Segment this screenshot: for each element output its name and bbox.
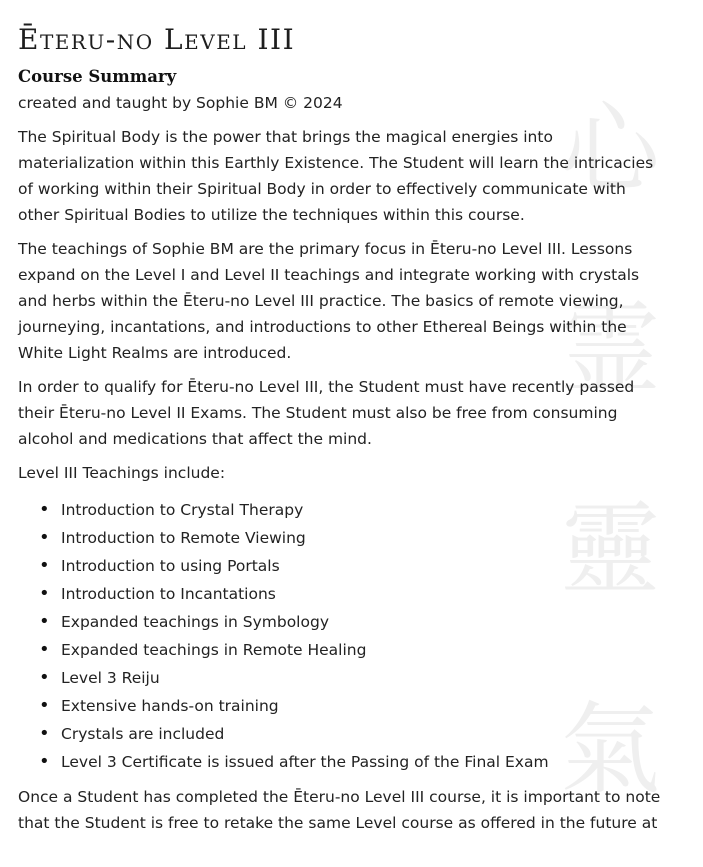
list-item: • Expanded teachings in Symbology xyxy=(61,608,663,636)
list-item: • Crystals are included xyxy=(61,720,663,748)
document-title: Ēteru-no Level III xyxy=(18,23,296,56)
list-item: • Expanded teachings in Remote Healing xyxy=(61,636,663,664)
watermark-kanji-energy: 氣 xyxy=(560,691,660,808)
list-item: • Introduction to using Portals xyxy=(61,552,663,580)
paragraph-spiritual-body: The Spiritual Body is the power that brings the magical energies into materialization within this Earthly Existence. The Student will learn the intricacies of working within their Spiritual Body in order to effectively communicate with other Spiritual Bodies to utilize the techniques within this course. xyxy=(18,128,654,224)
list-item: • Introduction to Incantations xyxy=(61,580,663,608)
list-item: • Introduction to Crystal Therapy xyxy=(61,496,663,524)
list-item: • Level 3 Certificate is issued after the Passing of the Final Exam xyxy=(61,748,663,776)
author-byline: created and taught by Sophie BM © 2024 xyxy=(18,94,343,112)
course-summary-heading: Course Summary xyxy=(18,67,177,86)
teachings-list xyxy=(18,491,663,776)
list-item: • Level 3 Reiju xyxy=(61,664,663,692)
paragraph-closing: Once a Student has completed the Ēteru-no Level III course, it is important to note that the Student is free to retake the same Level course as offered in the future at xyxy=(18,788,661,832)
teachings-list-intro: Level III Teachings include: xyxy=(18,464,226,482)
list-item: • Introduction to Remote Viewing xyxy=(61,524,663,552)
watermark-kanji-spirit-traditional: 靈 xyxy=(560,491,660,608)
watermark-kanji-heart: 心 xyxy=(560,91,660,208)
paragraph-teachings-focus: The teachings of Sophie BM are the primary focus in Ēteru-no Level III. Lessons expand on the Level I and Level II teachings and integrate working with crystals and herbs within the Ēteru-no Level III practice. The basics of remote viewing, journeying, incantations, and introductions to other Ethereal Beings within the White Light Realms are introduced. xyxy=(18,240,640,362)
paragraph-qualification: In order to qualify for Ēteru-no Level III, the Student must have recently passed their Ēteru-no Level II Exams. The Student must also be free from consuming alcohol and medications that affect the mind. xyxy=(18,378,635,448)
watermark-kanji-spirit: 霊 xyxy=(560,291,660,408)
list-item: • Extensive hands-on training xyxy=(61,692,663,720)
